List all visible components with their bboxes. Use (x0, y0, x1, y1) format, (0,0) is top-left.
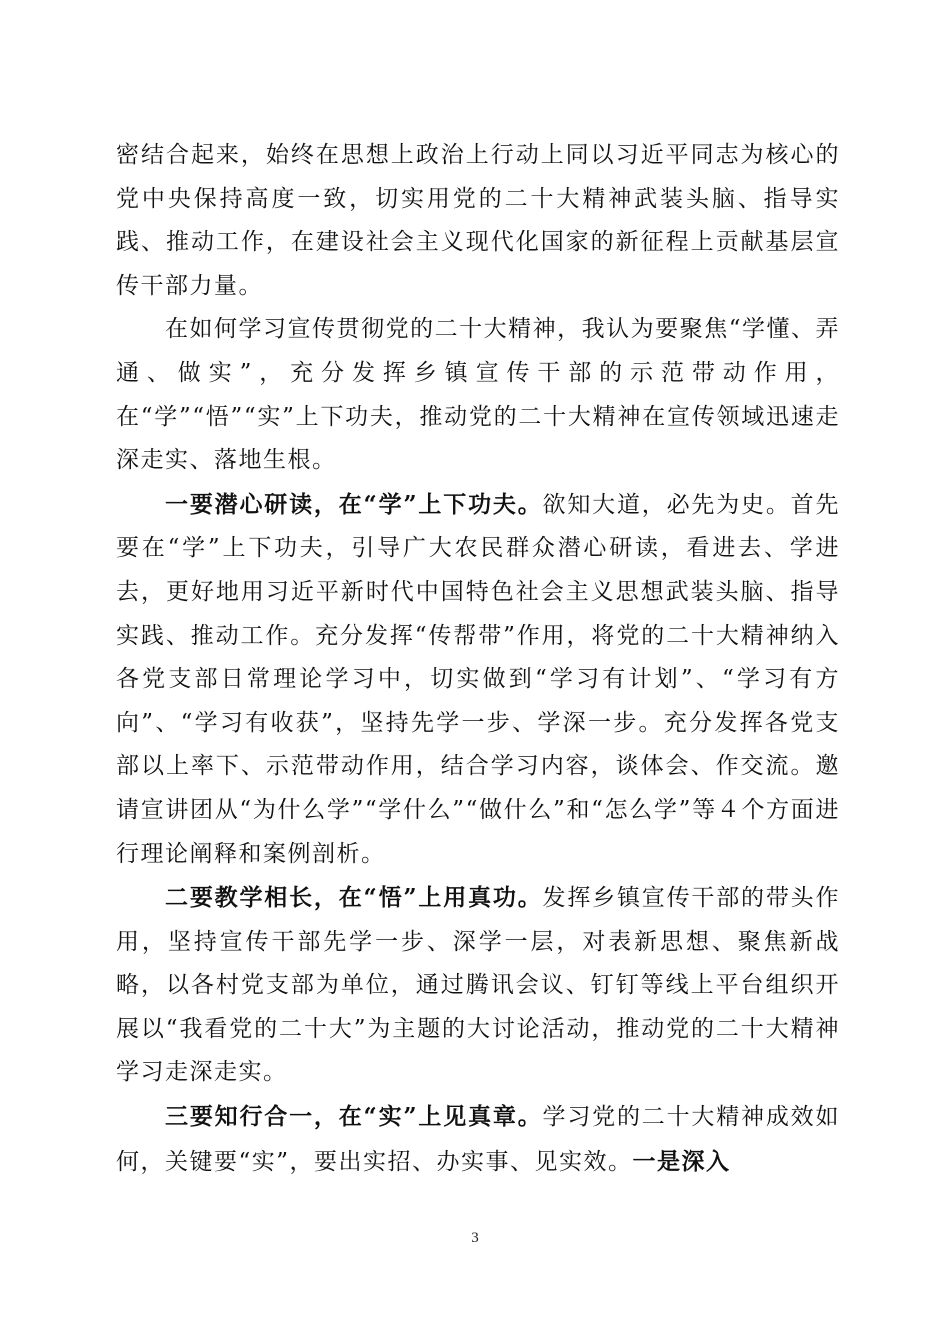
paragraph-text: 密结合起来，始终在思想上政治上行动上同以习近平同志为核心的党中央保持高度一致，切实用党的二十大精神武装头脑、指导实践、推动工作，在建设社会主义现代化国家的新征程上贡献基层宣传干部力量。 (116, 142, 840, 299)
paragraph-text: 在如何学习宣传贯彻党的二十大精神，我认为要聚焦“学懂、弄通、做实”，充分发挥乡镇宣传干部的示范带动作用，在“学”“悟”“实”上下功夫，推动党的二十大精神在宣传领域迅速走深走实、落地生根。 (116, 316, 840, 474)
paragraph-heading: 三要知行合一，在“实”上见真章。 (165, 1103, 543, 1131)
paragraph-trailing-heading: 一是深入 (632, 1147, 731, 1175)
paragraph-1 (116, 134, 840, 308)
paragraph-4 (116, 876, 840, 1095)
page-number: 3 (471, 1230, 479, 1246)
paragraph-3 (116, 483, 840, 876)
paragraph-5 (116, 1095, 840, 1184)
paragraph-2 (116, 308, 840, 482)
paragraph-heading: 一要潜心研读，在“学”上下功夫。 (165, 490, 543, 518)
paragraph-text: 发挥乡镇宣传干部的带头作用，坚持宣传干部先学一步、深学一层，对表新思想、聚焦新战略，以各村党支部为单位，通过腾讯会议、钉钉等线上平台组织开展以“我看党的二十大”为主题的大讨论活动，推动党的二十大精神学习走深走实。 (116, 885, 840, 1086)
document-body (116, 134, 840, 1184)
paragraph-text: 学习党的二十大精神成效如何，关键要“实”，要出实招、办实事、见实效。 (116, 1104, 840, 1175)
paragraph-heading: 二要教学相长，在“悟”上用真功。 (165, 884, 543, 912)
paragraph-text: 欲知大道，必先为史。首先要在“学”上下功夫，引导广大农民群众潜心研读，看进去、学进去，更好地用习近平新时代中国特色社会主义思想武装头脑、指导实践、推动工作。充分发挥“传帮带”作用，将党的二十大精神纳入各党支部日常理论学习中，切实做到“学习有计划”、“学习有方向”、“学习有收获”，坚持先学一步、学深一步。充分发挥各党支部以上率下、示范带动作用，结合学习内容，谈体会、作交流。邀请宣讲团从“为什么学”“学什么”“做什么”和“怎么学”等４个方面进行理论阐释和案例剖析。 (116, 491, 840, 867)
